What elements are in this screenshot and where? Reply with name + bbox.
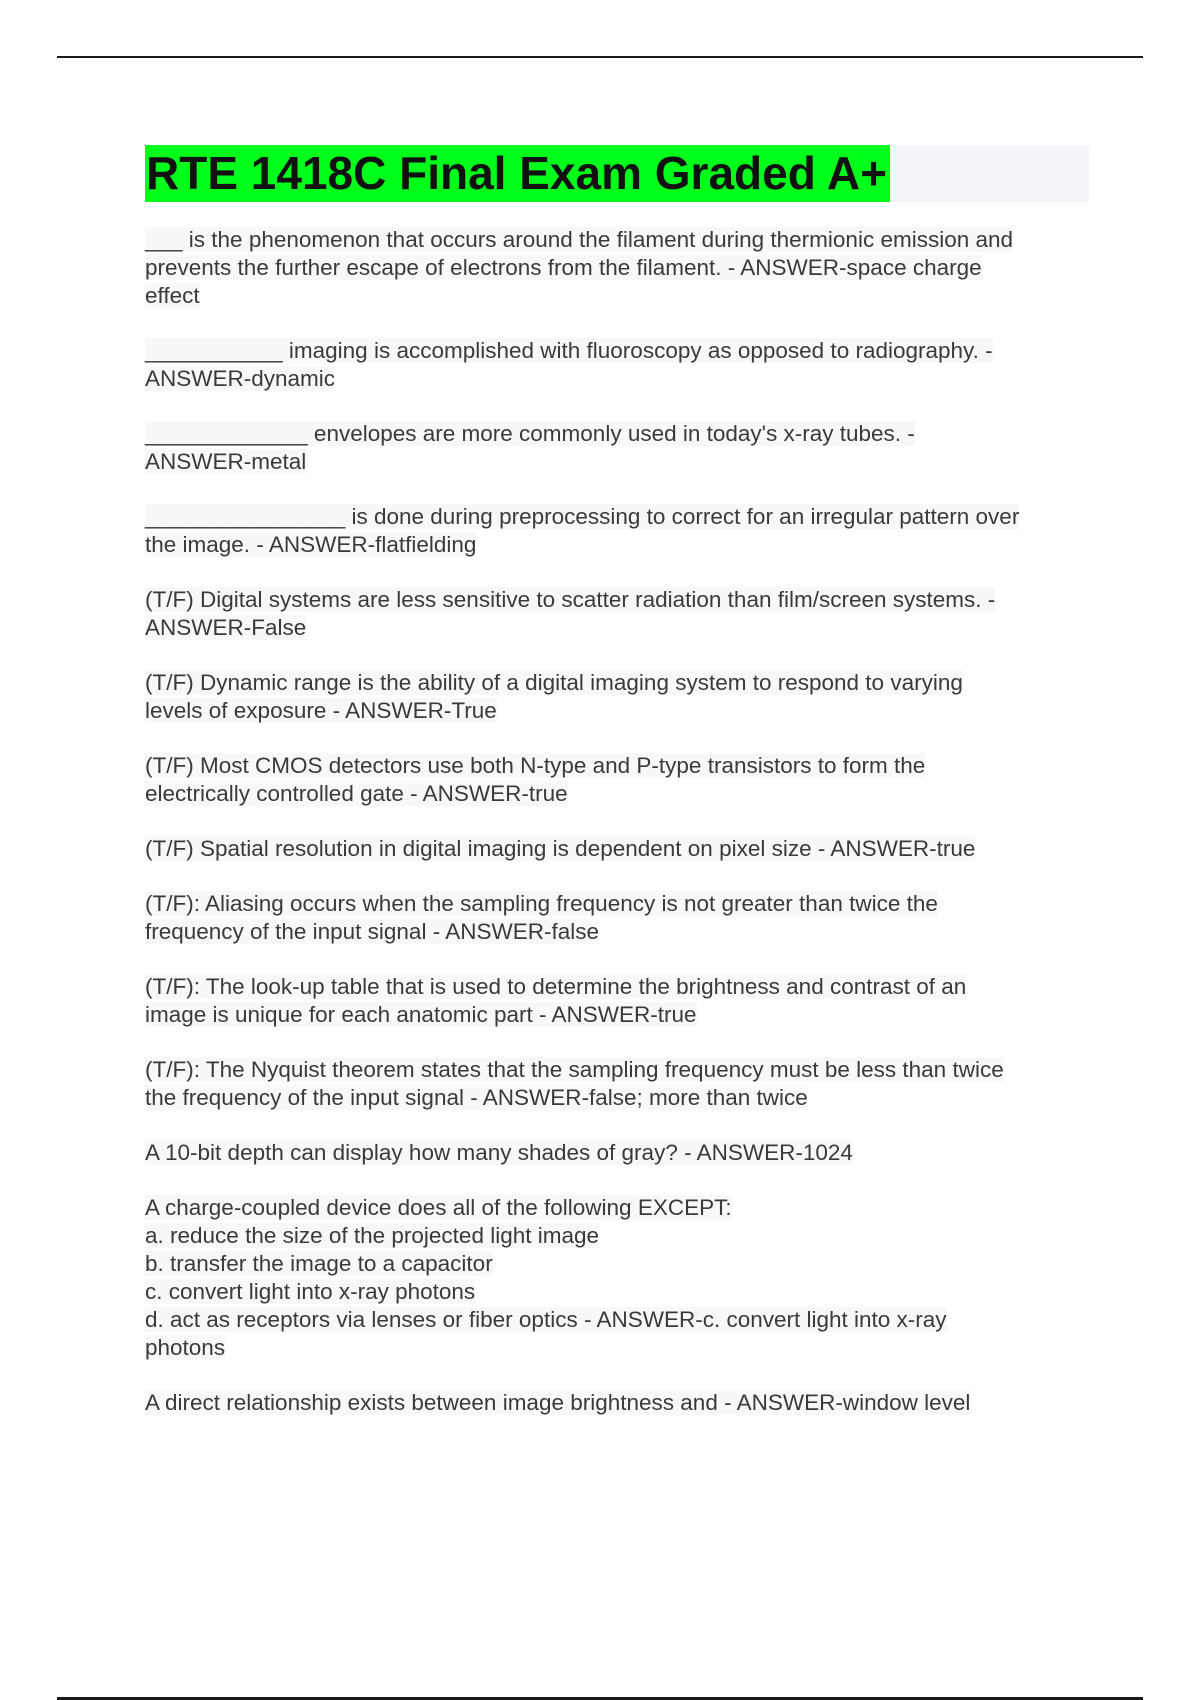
question-item [145, 226, 1090, 310]
question-line [145, 780, 1090, 808]
header-rule [57, 56, 1143, 58]
question-line [145, 918, 1090, 946]
question-text: image is unique for each anatomic part - ANSWER-true [145, 1002, 697, 1027]
question-text: c. convert light into x-ray photons [145, 1279, 476, 1304]
question-item [145, 669, 1090, 725]
question-item [145, 1389, 1090, 1417]
question-text: prevents the further escape of electrons from the filament. - ANSWER-space charge [145, 255, 982, 280]
question-line [145, 503, 1090, 531]
question-line [145, 1334, 1090, 1362]
question-text: ANSWER-False [145, 615, 307, 640]
question-text: A direct relationship exists between image brightness and - ANSWER-window level [145, 1390, 971, 1415]
question-text: (T/F) Spatial resolution in digital imaging is dependent on pixel size - ANSWER-true [145, 836, 976, 861]
question-item [145, 890, 1090, 946]
question-line [145, 669, 1090, 697]
question-item [145, 1139, 1090, 1167]
question-text: ANSWER-dynamic [145, 366, 336, 391]
question-item [145, 586, 1090, 642]
question-line [145, 1056, 1090, 1084]
question-text: effect [145, 283, 200, 308]
question-text: levels of exposure - ANSWER-True [145, 698, 497, 723]
question-text: a. reduce the size of the projected light image [145, 1223, 600, 1248]
question-line [145, 448, 1090, 476]
question-text: A charge-coupled device does all of the following EXCEPT: [145, 1195, 732, 1220]
question-text: (T/F): Aliasing occurs when the sampling frequency is not greater than twice the [145, 891, 938, 916]
question-line [145, 752, 1090, 780]
question-line [145, 697, 1090, 725]
question-text: A 10-bit depth can display how many shades of gray? - ANSWER-1024 [145, 1140, 853, 1165]
question-text: b. transfer the image to a capacitor [145, 1251, 493, 1276]
question-line [145, 1278, 1090, 1306]
document-title: RTE 1418C Final Exam Graded A+ [145, 145, 890, 202]
question-text: the image. - ANSWER-flatfielding [145, 532, 477, 557]
question-text: the frequency of the input signal - ANSWER-false; more than twice [145, 1085, 808, 1110]
question-line [145, 226, 1090, 254]
question-text: frequency of the input signal - ANSWER-false [145, 919, 599, 944]
question-item [145, 752, 1090, 808]
question-line [145, 1139, 1090, 1167]
question-text: ___________ imaging is accomplished with fluoroscopy as opposed to radiography. - [145, 338, 993, 363]
question-text: d. act as receptors via lenses or fiber optics - ANSWER-c. convert light into x-ray [145, 1307, 947, 1332]
question-item [145, 835, 1090, 863]
question-line [145, 1389, 1090, 1417]
question-item [145, 1056, 1090, 1112]
question-text: ________________ is done during preprocessing to correct for an irregular pattern over [145, 504, 1020, 529]
question-text: (T/F): The Nyquist theorem states that the sampling frequency must be less than twice [145, 1057, 1004, 1082]
question-list [145, 226, 1090, 1444]
question-line [145, 973, 1090, 1001]
question-line [145, 1250, 1090, 1278]
question-line [145, 254, 1090, 282]
question-line [145, 1001, 1090, 1029]
question-text: (T/F) Digital systems are less sensitive to scatter radiation than film/screen systems. - [145, 587, 996, 612]
question-text: (T/F): The look-up table that is used to determine the brightness and contrast of an [145, 974, 967, 999]
question-item [145, 503, 1090, 559]
question-text: _____________ envelopes are more commonly used in today's x-ray tubes. - [145, 421, 915, 446]
question-line [145, 531, 1090, 559]
title-row [145, 145, 1089, 202]
question-line [145, 365, 1090, 393]
question-text: (T/F) Most CMOS detectors use both N-type and P-type transistors to form the [145, 753, 926, 778]
question-line [145, 420, 1090, 448]
question-text: ANSWER-metal [145, 449, 307, 474]
question-line [145, 282, 1090, 310]
question-text: ___ is the phenomenon that occurs around the filament during thermionic emission and [145, 227, 1014, 252]
question-line [145, 890, 1090, 918]
question-text: electrically controlled gate - ANSWER-true [145, 781, 568, 806]
question-item [145, 1194, 1090, 1362]
question-text: photons [145, 1335, 226, 1360]
question-line [145, 1194, 1090, 1222]
question-item [145, 420, 1090, 476]
question-line [145, 1084, 1090, 1112]
question-line [145, 614, 1090, 642]
question-line [145, 1222, 1090, 1250]
question-item [145, 973, 1090, 1029]
question-line [145, 1306, 1090, 1334]
question-line [145, 835, 1090, 863]
question-line [145, 337, 1090, 365]
question-text: (T/F) Dynamic range is the ability of a digital imaging system to respond to varying [145, 670, 963, 695]
question-line [145, 586, 1090, 614]
question-item [145, 337, 1090, 393]
